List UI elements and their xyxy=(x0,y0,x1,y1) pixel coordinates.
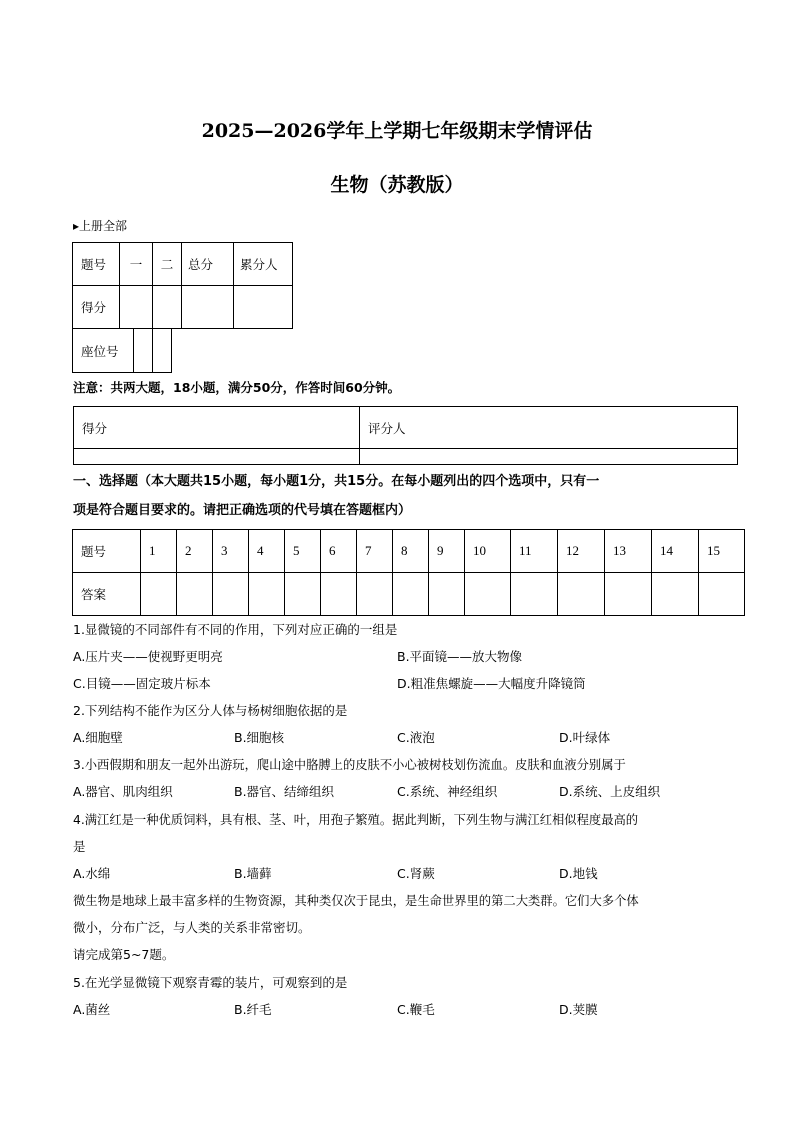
grader-name-label: 评分人 xyxy=(360,407,738,449)
grader-score-label: 得分 xyxy=(74,407,360,449)
answer-input-cell[interactable] xyxy=(699,573,745,616)
answer-row-label: 答案 xyxy=(73,573,141,616)
answer-input-cell[interactable] xyxy=(511,573,558,616)
seat-input-cell[interactable] xyxy=(134,329,153,373)
score-table xyxy=(72,242,293,329)
answer-input-cell[interactable] xyxy=(177,573,213,616)
question-4-option-c[interactable]: C.肾蕨 xyxy=(397,866,435,881)
answer-input-cell[interactable] xyxy=(357,573,393,616)
question-number: 13 xyxy=(605,530,652,573)
question-4-option-a[interactable]: A.水绵 xyxy=(73,866,111,881)
score-input-cell[interactable] xyxy=(120,286,153,329)
seat-label: 座位号 xyxy=(73,329,134,373)
grader-score-input[interactable] xyxy=(74,449,360,465)
exam-title: 2025—2026学年上学期七年级期末学情评估 xyxy=(201,120,593,142)
question-5-option-b[interactable]: B.纤毛 xyxy=(234,1002,272,1017)
question-1-stem: 1.显微镜的不同部件有不同的作用，下列对应正确的一组是 xyxy=(73,622,398,637)
question-5-option-a[interactable]: A.菌丝 xyxy=(73,1002,111,1017)
answer-input-cell[interactable] xyxy=(429,573,465,616)
answer-input-cell[interactable] xyxy=(141,573,177,616)
question-number: 3 xyxy=(213,530,249,573)
scope-note: ▸上册全部 xyxy=(73,219,128,233)
question-number: 7 xyxy=(357,530,393,573)
answer-input-cell[interactable] xyxy=(558,573,605,616)
answer-header-label: 题号 xyxy=(73,530,141,573)
score-row-label: 得分 xyxy=(73,286,120,329)
answer-input-cell[interactable] xyxy=(652,573,699,616)
score-header-cell: 累分人 xyxy=(234,243,293,286)
question-5-option-c[interactable]: C.鞭毛 xyxy=(397,1002,435,1017)
answer-input-cell[interactable] xyxy=(213,573,249,616)
question-2-option-d[interactable]: D.叶绿体 xyxy=(559,730,611,745)
answer-input-cell[interactable] xyxy=(393,573,429,616)
question-1-option-c[interactable]: C.目镜——固定玻片标本 xyxy=(73,676,211,691)
score-input-cell[interactable] xyxy=(153,286,182,329)
score-header-cell: 二 xyxy=(153,243,182,286)
question-3-option-d[interactable]: D.系统、上皮组织 xyxy=(559,784,661,799)
question-number: 8 xyxy=(393,530,429,573)
question-1-option-b[interactable]: B.平面镜——放大物像 xyxy=(397,649,523,664)
question-4-stem-line1: 4.满江红是一种优质饲料，具有根、茎、叶，用孢子繁殖。据此判断，下列生物与满江红相似程度最高的 xyxy=(73,813,639,827)
section1-heading-line1: 一、选择题（本大题共15小题，每小题1分，共15分。在每小题列出的四个选项中，只有一 xyxy=(73,474,600,489)
question-number: 4 xyxy=(249,530,285,573)
seat-input-cell[interactable] xyxy=(153,329,172,373)
question-3-option-c[interactable]: C.系统、神经组织 xyxy=(397,784,498,799)
score-header-cell: 题号 xyxy=(73,243,120,286)
grader-table xyxy=(73,406,738,465)
question-3-option-a[interactable]: A.器官、肌肉组织 xyxy=(73,784,173,799)
answer-input-cell[interactable] xyxy=(249,573,285,616)
question-number: 6 xyxy=(321,530,357,573)
answer-input-cell[interactable] xyxy=(285,573,321,616)
question-4-option-b[interactable]: B.墙藓 xyxy=(234,866,272,881)
passage-line1: 微生物是地球上最丰富多样的生物资源，其种类仅次于昆虫，是生命世界里的第二大类群。它们大多个体 xyxy=(73,894,639,908)
question-3-stem: 3.小西假期和朋友一起外出游玩，爬山途中胳膊上的皮肤不小心被树枝划伤流血。皮肤和血液分别属于 xyxy=(73,758,626,772)
score-input-cell[interactable] xyxy=(182,286,234,329)
question-number: 15 xyxy=(699,530,745,573)
answer-input-cell[interactable] xyxy=(465,573,511,616)
question-number: 1 xyxy=(141,530,177,573)
seat-table xyxy=(72,328,172,373)
question-number: 11 xyxy=(511,530,558,573)
question-number: 10 xyxy=(465,530,511,573)
passage-instruction: 请完成第5~7题。 xyxy=(73,947,175,962)
question-number: 9 xyxy=(429,530,465,573)
question-4-option-d[interactable]: D.地钱 xyxy=(559,866,598,881)
score-input-cell[interactable] xyxy=(234,286,293,329)
question-2-option-b[interactable]: B.细胞核 xyxy=(234,730,285,745)
question-1-option-a[interactable]: A.压片夹——使视野更明亮 xyxy=(73,649,223,664)
score-header-cell: 一 xyxy=(120,243,153,286)
exam-subtitle: 生物（苏教版） xyxy=(330,174,464,196)
section1-heading-line2: 项是符合题目要求的。请把正确选项的代号填在答题框内） xyxy=(73,503,412,518)
question-5-option-d[interactable]: D.荚膜 xyxy=(559,1002,598,1017)
exam-notice: 注意：共两大题，18小题，满分50分，作答时间60分钟。 xyxy=(73,380,401,395)
grader-name-input[interactable] xyxy=(360,449,738,465)
question-4-stem-line2: 是 xyxy=(73,839,86,854)
question-number: 5 xyxy=(285,530,321,573)
score-header-cell: 总分 xyxy=(182,243,234,286)
question-5-stem: 5.在光学显微镜下观察青霉的装片，可观察到的是 xyxy=(73,975,348,990)
question-1-option-d[interactable]: D.粗准焦螺旋——大幅度升降镜筒 xyxy=(397,676,586,691)
answer-table xyxy=(72,529,745,616)
question-2-stem: 2.下列结构不能作为区分人体与杨树细胞依据的是 xyxy=(73,703,348,718)
question-number: 14 xyxy=(652,530,699,573)
question-number: 2 xyxy=(177,530,213,573)
answer-input-cell[interactable] xyxy=(321,573,357,616)
question-3-option-b[interactable]: B.器官、结缔组织 xyxy=(234,784,335,799)
question-number: 12 xyxy=(558,530,605,573)
passage-line2: 微小，分布广泛，与人类的关系非常密切。 xyxy=(73,920,311,935)
answer-input-cell[interactable] xyxy=(605,573,652,616)
question-2-option-a[interactable]: A.细胞壁 xyxy=(73,730,123,745)
question-2-option-c[interactable]: C.液泡 xyxy=(397,730,435,745)
